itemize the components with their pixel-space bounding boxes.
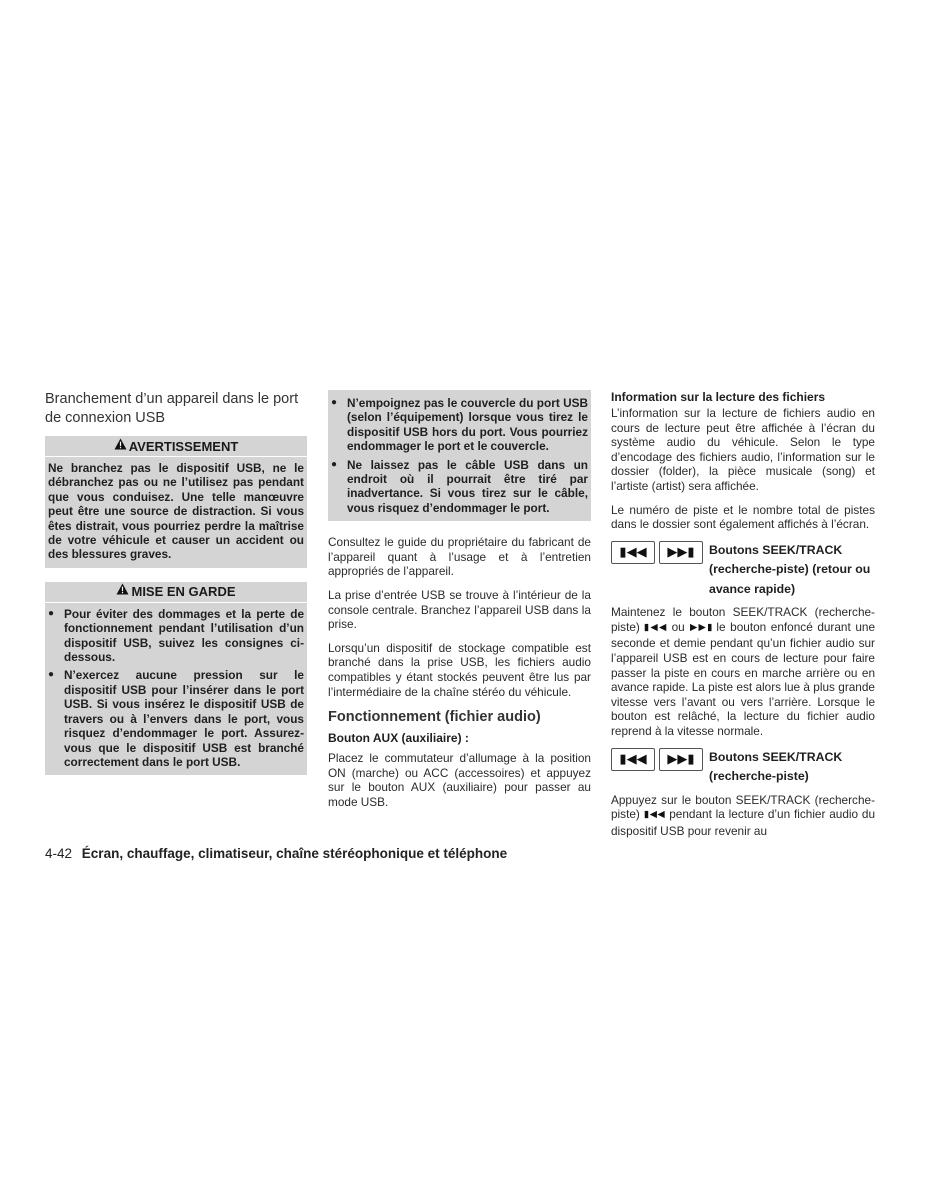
- seek-prev-button-icon: [611, 541, 655, 564]
- seek-paragraph-1: [611, 605, 875, 738]
- seek-paragraph-2: [611, 793, 875, 839]
- caution-header: [45, 582, 307, 603]
- warning-triangle-icon: [114, 438, 127, 453]
- caution-bullet: [331, 458, 588, 516]
- paragraph: La prise d’entrée USB se trouve à l’intérieur de la console centrale. Branchez l’appareil USB dans la prise.: [328, 588, 591, 632]
- caution-body-continued: [328, 390, 591, 521]
- next-track-icon: ▶▶▮: [688, 621, 713, 633]
- paragraph: Consultez le guide du propriétaire du fabricant de l’appareil quant à l’usage et à l’entretien appropriés de l’appareil.: [328, 535, 591, 579]
- seek-button-group: [611, 748, 707, 771]
- track-paragraph: Le numéro de piste et le nombre total de pistes dans le dossier sont également affichés à l’écran.: [611, 502, 875, 532]
- seek-next-button-icon: [659, 541, 703, 564]
- section-title-usb-connection: Branchement d’un appareil dans le port de connexion USB: [45, 391, 299, 426]
- prev-track-icon: ▮◀◀: [619, 751, 647, 767]
- column-1: [45, 390, 307, 789]
- seek2-text-a: Appuyez sur le bouton SEEK/TRACK (recherche-piste): [611, 792, 875, 822]
- seek-row-1: [611, 541, 875, 600]
- caution-bullet-text: N’empoignez pas le couvercle du port USB (selon l’équipement) lorsque vous tirez le dispositif USB hors du port. Vous pourriez endommager le port et le couvercle.: [347, 396, 588, 454]
- prev-track-icon: ▮◀◀: [619, 544, 647, 560]
- aux-heading: Bouton AUX (auxiliaire) :: [328, 731, 469, 746]
- warning-title: AVERTISSEMENT: [128, 438, 239, 454]
- caution-title: MISE EN GARDE: [131, 584, 236, 600]
- seek1-text-b: le bouton enfoncé durant une seconde et demie pendant qu’un fichier audio sur l’appareil USB est en cours de lecture pour faire passer la piste en cours en marche arrière ou en avance rapide. La piste est alors lue à plus grande vitesse vers l’avant ou vers l’arrière. Lorsque le bouton est relâché, la lecture du fichier audio reprend à la vitesse normale.: [611, 619, 876, 738]
- caution-bullet: [48, 607, 304, 665]
- caution-box-continued: [328, 390, 591, 521]
- caution-bullet-text: Ne laissez pas le câble USB dans un endroit où il pourrait être tiré par inadvertance. Si vous tirez sur le câble, vous risquez d’endommager le port.: [347, 457, 588, 515]
- column-2: [328, 390, 591, 819]
- caution-box: [45, 582, 307, 775]
- caution-bullet: [331, 396, 588, 454]
- aux-paragraph: Placez le commutateur d’allumage à la position ON (marche) ou ACC (accessoires) et appuyez sur le bouton AUX (auxiliaire) pour passer au mode USB.: [328, 751, 591, 809]
- seek2-text-b: pendant la lecture d’un fichier audio du dispositif USB pour revenir au: [611, 807, 875, 838]
- caution-bullet: [48, 668, 304, 769]
- bullet-dot-icon: ●: [48, 669, 55, 681]
- info-heading: Information sur la lecture des fichiers: [611, 390, 826, 404]
- bullet-dot-icon: ●: [331, 458, 338, 470]
- next-track-icon: ▶▶▮: [667, 751, 695, 767]
- bullet-dot-icon: ●: [331, 397, 338, 408]
- subsection-title-audio: Fonctionnement (fichier audio): [328, 709, 541, 726]
- caution-bullet-text: Pour éviter des dommages et la perte de fonctionnement pendant l’utilisation d’un dispositif USB, suivez les consignes ci-dessous.: [64, 606, 304, 665]
- seek1-text-or: ou: [671, 619, 685, 634]
- seek-label-2: Boutons SEEK/TRACK (recherche-piste): [709, 749, 843, 784]
- page-footer: [45, 846, 507, 861]
- page-number: 4-42: [45, 846, 73, 861]
- seek-next-button-icon: [659, 748, 703, 771]
- caution-body: [45, 603, 307, 775]
- seek1-text-a: Maintenez le bouton SEEK/TRACK (recherche-piste): [611, 605, 875, 634]
- prev-track-icon: ▮◀◀: [643, 809, 666, 821]
- warning-header: [45, 436, 307, 457]
- next-track-icon: ▶▶▮: [667, 544, 695, 560]
- warning-box: [45, 436, 307, 568]
- seek-prev-button-icon: [611, 748, 655, 771]
- info-paragraph: L’information sur la lecture de fichiers audio en cours de lecture peut être affichée à l’écran du système audio du véhicule. Selon le type d’encodage des fichiers audio, l’information sur le dossier (folder), la pièce musicale (song) et l’artiste (artist) sera affichée.: [611, 406, 875, 493]
- caution-bullet-text: N’exercez aucune pression sur le dispositif USB pour l’insérer dans le port USB. Si vous insérez le dispositif USB de travers ou à l’envers dans le port, vous risquez d’endommager le port. Assurez-vous que le dispositif USB est branché correctement dans le port USB.: [64, 668, 304, 769]
- seek-label-1: Boutons SEEK/TRACK (recherche-piste) (retour ou avance rapide): [709, 542, 871, 596]
- seek-row-2: [611, 748, 875, 787]
- bullet-dot-icon: ●: [48, 607, 55, 619]
- paragraph: Lorsqu’un dispositif de stockage compatible est branché dans la prise USB, les fichiers audio compatibles y étant stockés peuvent être lus par l’intermédiaire de la chaîne stéréo du véhicule.: [328, 640, 591, 699]
- prev-track-icon: ▮◀◀: [643, 621, 668, 633]
- seek-button-group: [611, 541, 707, 564]
- column-3: [611, 390, 875, 847]
- chapter-title: Écran, chauffage, climatiseur, chaîne stéréophonique et téléphone: [81, 846, 508, 861]
- warning-triangle-icon: [116, 583, 129, 598]
- warning-text: Ne branchez pas le dispositif USB, ne le débranchez pas ou ne l’utilisez pas pendant que vous conduisez. Une telle manœuvre peut être une source de distraction. Si vous êtes distrait, vous pourriez perdre la maîtrise de votre véhicule et causer un accident ou des blessures graves.: [48, 461, 304, 562]
